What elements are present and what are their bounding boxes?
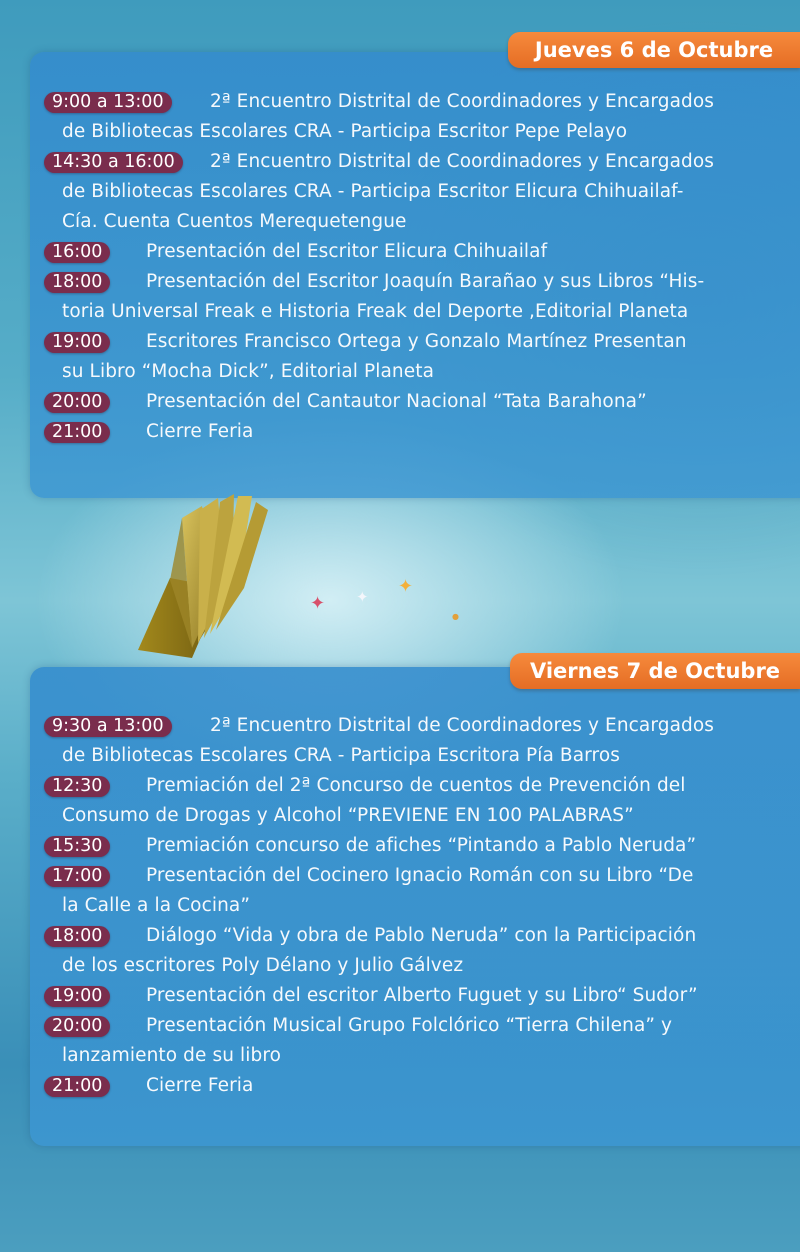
event-description-line: la Calle a la Cocina” bbox=[62, 895, 251, 916]
event-description-line: Cía. Cuenta Cuentos Merequetengue bbox=[62, 211, 407, 232]
sparkle-icon: ✦ bbox=[398, 576, 414, 597]
event-description-line: Presentación Musical Grupo Folclórico “Tierra Chilena” y bbox=[146, 1015, 673, 1036]
event-description-line: 2ª Encuentro Distrital de Coordinadores y Encargados bbox=[210, 91, 715, 112]
event-time-badge: 14:30 a 16:00 bbox=[44, 152, 183, 173]
event-time-badge: 20:00 bbox=[44, 1016, 110, 1037]
event-description-line: de los escritores Poly Délano y Julio Gálvez bbox=[62, 955, 464, 976]
event-time-badge: 21:00 bbox=[44, 422, 110, 443]
event-time-badge: 16:00 bbox=[44, 242, 110, 263]
event-description-line: su Libro “Mocha Dick”, Editorial Planeta bbox=[62, 361, 435, 382]
event-description-line: toria Universal Freak e Historia Freak del Deporte ,Editorial Planeta bbox=[62, 301, 689, 322]
event-time-badge: 21:00 bbox=[44, 1076, 110, 1097]
event-time-badge: 18:00 bbox=[44, 926, 110, 947]
dot-icon: ● bbox=[452, 612, 459, 621]
event-description-line: Presentación del Escritor Joaquín Barañao y sus Libros “His- bbox=[146, 271, 705, 292]
event-time-badge: 18:00 bbox=[44, 272, 110, 293]
event-description-line: 2ª Encuentro Distrital de Coordinadores y Encargados bbox=[210, 151, 715, 172]
event-description-line: lanzamiento de su libro bbox=[62, 1045, 282, 1066]
day-heading-friday: Viernes 7 de Octubre bbox=[510, 653, 800, 689]
event-description-line: Premiación concurso de afiches “Pintando a Pablo Neruda” bbox=[146, 835, 697, 856]
sparkle-icon: ✦ bbox=[356, 588, 369, 606]
event-time-badge: 20:00 bbox=[44, 392, 110, 413]
event-time-badge: 9:00 a 13:00 bbox=[44, 92, 172, 113]
sparkle-icon: ✦ bbox=[310, 593, 326, 614]
event-time-badge: 12:30 bbox=[44, 776, 110, 797]
event-time-badge: 9:30 a 13:00 bbox=[44, 716, 172, 737]
event-description-line: Escritores Francisco Ortega y Gonzalo Martínez Presentan bbox=[146, 331, 687, 352]
event-time-badge: 19:00 bbox=[44, 986, 110, 1007]
event-description-line: 2ª Encuentro Distrital de Coordinadores y Encargados bbox=[210, 715, 715, 736]
event-description-line: Presentación del Cocinero Ignacio Román con su Libro “De bbox=[146, 865, 694, 886]
event-description-line: Presentación del escritor Alberto Fuguet y su Libro“ Sudor” bbox=[146, 985, 698, 1006]
day-heading-thursday: Jueves 6 de Octubre bbox=[508, 32, 800, 68]
event-description-line: Consumo de Drogas y Alcohol “PREVIENE EN 100 PALABRAS” bbox=[62, 805, 634, 826]
event-description-line: de Bibliotecas Escolares CRA - Participa Escritora Pía Barros bbox=[62, 745, 621, 766]
event-description-line: Cierre Feria bbox=[146, 1075, 254, 1096]
open-book-illustration bbox=[130, 488, 290, 658]
event-description-line: de Bibliotecas Escolares CRA - Participa Escritor Elicura Chihuailaf- bbox=[62, 181, 684, 202]
event-description-line: Diálogo “Vida y obra de Pablo Neruda” con la Participación bbox=[146, 925, 697, 946]
event-time-badge: 17:00 bbox=[44, 866, 110, 887]
event-description-line: de Bibliotecas Escolares CRA - Participa Escritor Pepe Pelayo bbox=[62, 121, 628, 142]
event-description-line: Presentación del Escritor Elicura Chihuailaf bbox=[146, 241, 548, 262]
event-time-badge: 19:00 bbox=[44, 332, 110, 353]
event-description-line: Cierre Feria bbox=[146, 421, 254, 442]
event-description-line: Premiación del 2ª Concurso de cuentos de Prevención del bbox=[146, 775, 686, 796]
event-time-badge: 15:30 bbox=[44, 836, 110, 857]
event-description-line: Presentación del Cantautor Nacional “Tata Barahona” bbox=[146, 391, 647, 412]
